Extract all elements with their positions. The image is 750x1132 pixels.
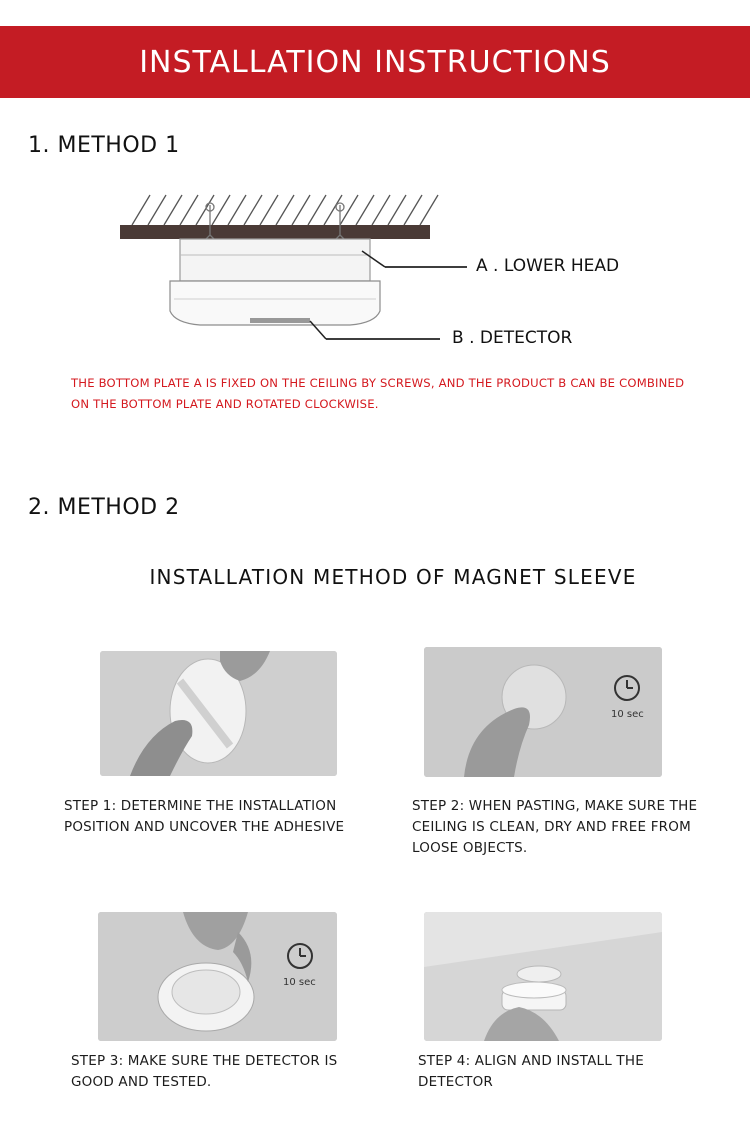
magnet-sleeve-title: INSTALLATION METHOD OF MAGNET SLEEVE — [149, 565, 637, 589]
step-3-photo — [98, 912, 337, 1041]
step-2-text: STEP 2: WHEN PASTING, MAKE SURE THE CEILING IS CLEAN, DRY AND FREE FROM LOOSE OBJECTS. — [412, 798, 698, 856]
step-4-text: STEP 4: ALIGN AND INSTALL THE DETECTOR — [418, 1053, 644, 1090]
method-2-heading: 2. METHOD 2 — [28, 495, 180, 520]
timer-label: 10 sec — [611, 709, 644, 720]
page-title: INSTALLATION INSTRUCTIONS — [139, 44, 611, 80]
ceiling-mount-diagram — [100, 185, 660, 355]
title-banner — [0, 26, 750, 98]
label-lower-head: A . LOWER HEAD — [476, 256, 620, 276]
step-3-text: STEP 3: MAKE SURE THE DETECTOR IS GOOD AND TESTED. — [71, 1053, 338, 1090]
method-1-note: THE BOTTOM PLATE A IS FIXED ON THE CEILING BY SCREWS, AND THE PRODUCT B CAN BE COMBINED ON THE BOTTOM PLATE AND ROTATED CLOCKWISE. — [71, 376, 685, 411]
step-1-photo — [100, 651, 337, 776]
ceiling-hatching — [132, 195, 438, 225]
label-detector: B . DETECTOR — [452, 328, 573, 348]
ceiling-board — [120, 225, 430, 239]
step-4-photo — [424, 912, 662, 1041]
step-2-photo — [424, 647, 662, 777]
timer-label: 10 sec — [283, 977, 316, 988]
step-1-text: STEP 1: DETERMINE THE INSTALLATION POSITION AND UNCOVER THE ADHESIVE — [64, 798, 345, 835]
method-1-heading: 1. METHOD 1 — [28, 133, 180, 158]
lower-head-plate — [180, 239, 370, 281]
